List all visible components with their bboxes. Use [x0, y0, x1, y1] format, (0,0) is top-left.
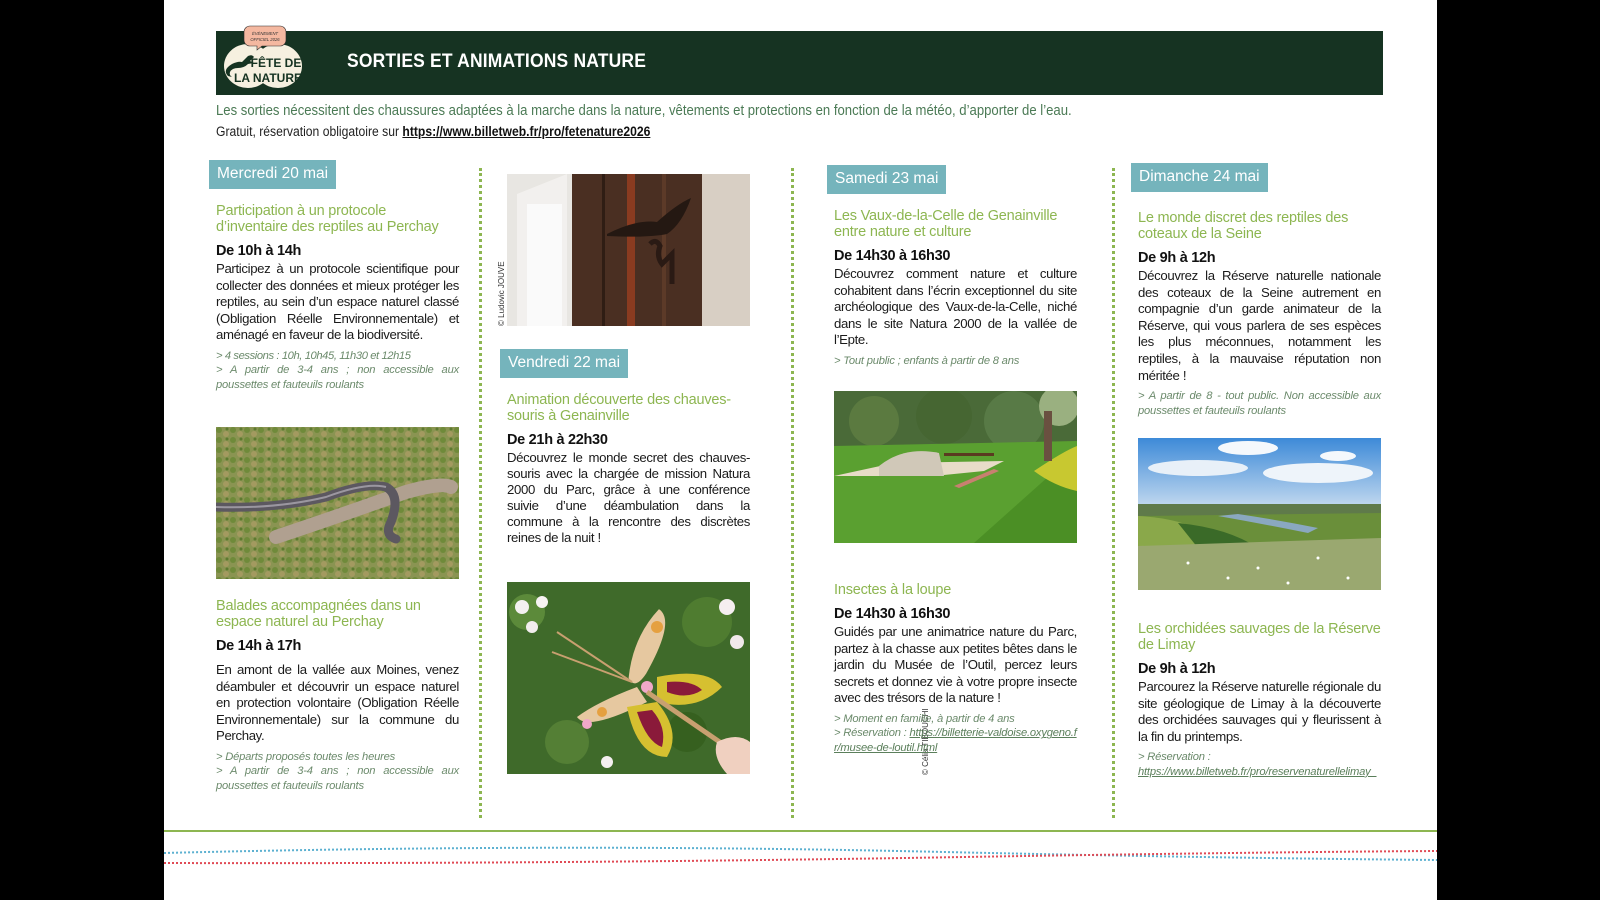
event-time: De 10h à 14h: [216, 243, 302, 259]
day-column-friday: [500, 349, 750, 546]
event-notes: [834, 354, 1077, 369]
document-page: [164, 0, 1437, 900]
event-title: Les orchidées sauvages de la Réserve de Limay: [1138, 621, 1381, 653]
event-description: Découvrez la Réserve naturelle nationale des coteaux de la Seine autrement en compagnie d’un garde animateur de la Réserve, qui vous parlera de ses espèces les plus méconnues, notamment les reptiles, à la mauvaise réputation non méritée !: [1138, 268, 1381, 383]
page-title: SORTIES ET ANIMATIONS NATURE: [347, 51, 647, 72]
event-notes: [834, 712, 1077, 756]
logo-badge-line1: ÉVÉNEMENT: [251, 31, 279, 36]
day-column-sunday: [1131, 163, 1381, 418]
event-note: > Tout public ; enfants à partir de 8 ans: [834, 354, 1020, 367]
photo-bat: [507, 174, 750, 326]
event-notes: [1138, 750, 1381, 779]
column-separator: [479, 168, 482, 818]
day-column-saturday: [827, 165, 1077, 368]
footer-divider: [164, 830, 1437, 832]
event-notes: [216, 349, 459, 393]
logo-line1: FÊTE DE: [250, 56, 302, 70]
event-description: Découvrez le monde secret des chauves-souris avec la chargée de mission Natura 2000 du Parc, grâce à une conférence suivie d’une déambulation dans la commune à la rencontre des discrètes reines de la nuit !: [507, 450, 750, 545]
event-description: En amont de la vallée aux Moines, venez déambuler et découvrir un espace naturel en protection volontaire (Obligation Réelle Environnementale) sur la commune du Perchay.: [216, 662, 459, 744]
reservation-link[interactable]: https://www.billetweb.fr/pro/reservenaturellelimay_: [1138, 765, 1377, 778]
photo-insect-craft: [507, 582, 750, 774]
reservation-link[interactable]: https://www.billetweb.fr/pro/fetenature2026: [402, 124, 651, 139]
photo-credit: © Ludovic JOUVE: [497, 261, 506, 326]
event-time: De 14h30 à 16h30: [834, 248, 951, 264]
event-title: Animation découverte des chauves-souris à Genainville: [507, 392, 731, 424]
day-badge: Mercredi 20 mai: [209, 160, 336, 189]
event-note: > Moment en famille, à partir de 4 ans: [834, 712, 1015, 725]
event-title: Les Vaux-de-la-Celle de Genainville entre nature et culture: [834, 208, 1058, 240]
event-time: De 9h à 12h: [1138, 661, 1216, 677]
intro-reservation-note: [216, 124, 650, 139]
intro-reservation-prefix: Gratuit, réservation obligatoire sur: [216, 124, 403, 139]
event-note: > A partir de 8 - tout public. Non accessible aux poussettes et fauteuils roulants: [1138, 390, 1381, 417]
intro-equipment-note: Les sorties nécessitent des chaussures adaptées à la marche dans la nature, vêtements et protections en fonction de la météo, d’apporter de l’eau.: [216, 103, 1072, 119]
decorative-dotted-waves: [164, 840, 1437, 880]
photo-seine-valley: [1138, 438, 1381, 590]
event-note: > Départs proposés toutes les heures: [216, 750, 396, 763]
event-block: [209, 598, 459, 793]
column-separator: [791, 168, 794, 818]
logo-badge-line2: OFFICIEL 2026: [250, 37, 280, 42]
event-block: [827, 582, 1077, 755]
bat-image: [507, 174, 750, 326]
event-time: De 14h à 17h: [216, 638, 302, 654]
event-notes: [1138, 389, 1381, 418]
ruins-image: [834, 391, 1077, 543]
fete-de-la-nature-logo: [220, 24, 306, 92]
event-block: [1131, 621, 1381, 779]
column-separator: [1112, 168, 1115, 818]
logo-line2: LA NATURE: [234, 71, 302, 85]
day-badge: Dimanche 24 mai: [1131, 163, 1268, 192]
slow-worm-image: [216, 427, 459, 579]
event-note: > 4 sessions : 10h, 10h45, 11h30 et 12h15: [216, 349, 411, 362]
event-time: De 9h à 12h: [1138, 250, 1216, 266]
day-column-wednesday: [209, 160, 459, 392]
event-description: Participez à un protocole scientifique pour collecter des données et mieux protéger les reptiles, au sein d’un espace naturel classé (Obligation Réelle Environnementale) et aménagé en faveur de la biodiversité.: [216, 261, 459, 343]
reservation-label: > Réservation :: [834, 727, 910, 740]
event-notes: [216, 750, 459, 794]
reservation-label: > Réservation :: [1138, 751, 1211, 764]
reservation-link[interactable]: https://billetterie-valdoise.oxygeno.fr/musee-de-loutil.html: [834, 727, 1077, 754]
event-title: Balades accompagnées dans un espace naturel au Perchay: [216, 598, 421, 630]
event-reservation: [834, 726, 1077, 755]
photo-slow-worm: [216, 427, 459, 579]
event-time: De 21h à 22h30: [507, 432, 608, 448]
day-badge: Vendredi 22 mai: [500, 349, 628, 378]
day-badge: Samedi 23 mai: [827, 165, 946, 194]
event-note: > A partir de 3-4 ans ; non accessible aux poussettes et fauteuils roulants: [216, 765, 459, 792]
seine-valley-image: [1138, 438, 1381, 590]
event-note: > A partir de 3-4 ans ; non accessible aux poussettes et fauteuils roulants: [216, 364, 459, 391]
insect-craft-image: [507, 582, 750, 774]
header-banner: [216, 31, 1383, 95]
event-description: Guidés par une animatrice nature du Parc, partez à la chasse aux petites bêtes dans le jardin du Musée de l’Outil, percez leurs secrets et donnez vie à votre propre insecte avec des trésors de la nature !: [834, 624, 1077, 706]
photo-credit: © Célia TIBOUCHI: [921, 708, 930, 775]
event-description: Découvrez comment nature et culture cohabitent dans l’écrin exceptionnel du site archéologique des Vaux-de-la-Celle, niché dans le site Natura 2000 de la vallée de l’Epte.: [834, 266, 1077, 348]
event-title: Insectes à la loupe: [834, 582, 952, 598]
event-time: De 14h30 à 16h30: [834, 606, 951, 622]
photo-ruins: [834, 391, 1077, 543]
event-description: Parcourez la Réserve naturelle régionale du site géologique de Limay à la découverte des orchidées sauvages qui y fleurissent à la fin du printemps.: [1138, 679, 1381, 744]
event-title: Le monde discret des reptiles des coteaux de la Seine: [1138, 210, 1349, 242]
event-title: Participation à un protocole d’inventaire des reptiles au Perchay: [216, 203, 439, 235]
